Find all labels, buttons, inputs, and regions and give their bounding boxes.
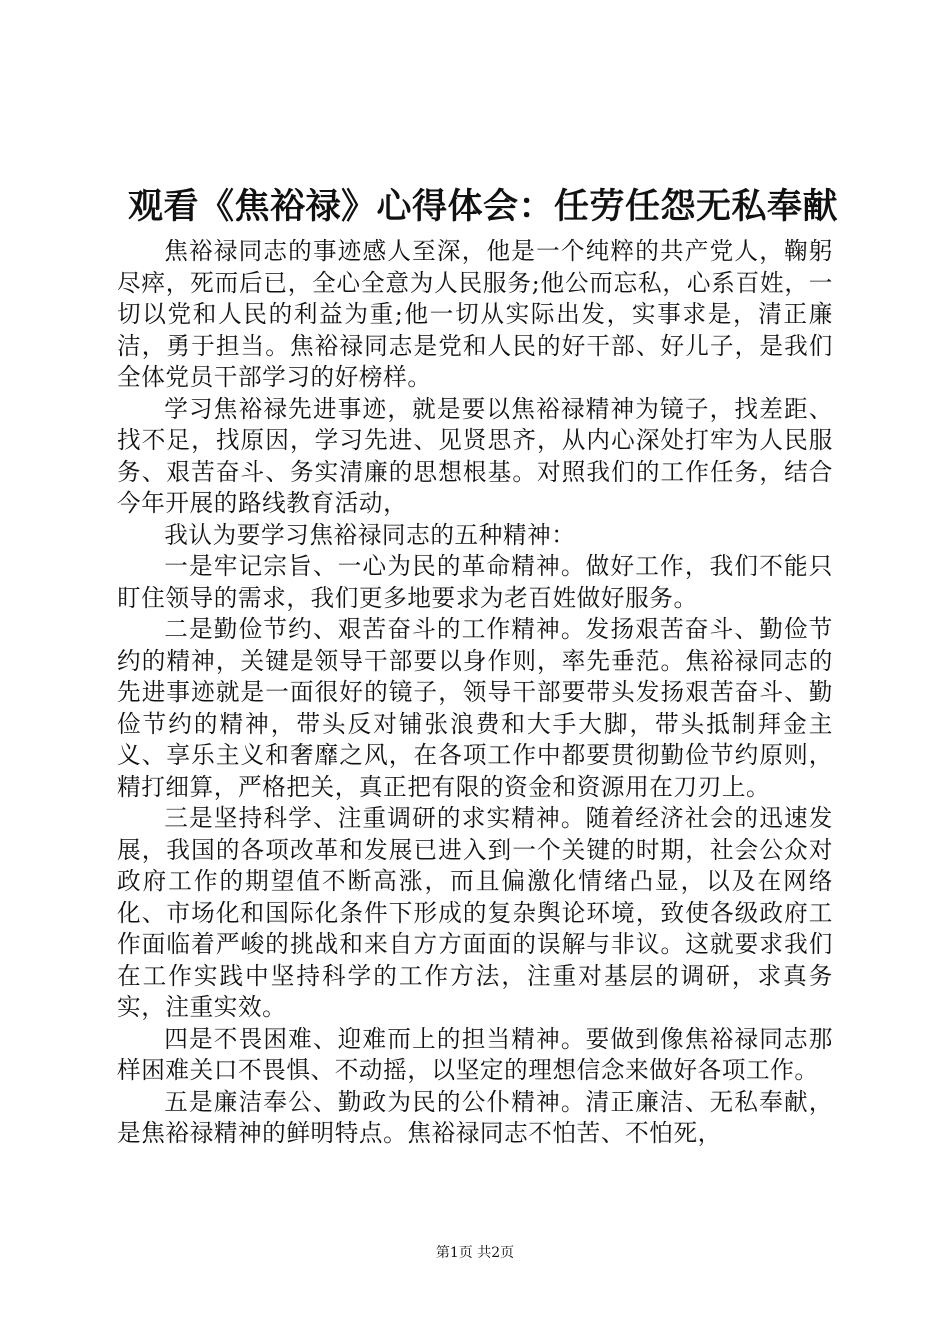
paragraph-spirit-3: 三是坚持科学、注重调研的求实精神。随着经济社会的迅速发展，我国的各项改革和发展已进入到一个关键的时期，社会公众对政府工作的期望值不断高涨，而且偏激化情绪凸显，以及在网络化、市场化和国际化条件下形成的复杂舆论环境，致使各级政府工作面临着严峻的挑战和来自方方面面的误解与非议。这就要求我们在工作实践中坚持科学的工作方法，注重对基层的调研，求真务实，注重实效。: [117, 804, 833, 1021]
paragraph-study: 学习焦裕禄先进事迹，就是要以焦裕禄精神为镜子，找差距、找不足，找原因，学习先进、见贤思齐，从内心深处打牢为人民服务、艰苦奋斗、务实清廉的思想根基。对照我们的工作任务，结合今年开展的路线教育活动，: [117, 394, 833, 517]
document-title: 观看《焦裕禄》心得体会：任劳任怨无私奉献: [128, 186, 839, 227]
paragraph-spirit-1: 一是牢记宗旨、一心为民的革命精神。做好工作，我们不能只盯住领导的需求，我们更多地要求为老百姓做好服务。: [117, 552, 833, 612]
paragraph-spirit-2: 二是勤俭节约、艰苦奋斗的工作精神。发扬艰苦奋斗、勤俭节约的精神，关键是领导干部要以身作则，率先垂范。焦裕禄同志的先进事迹就是一面很好的镜子，领导干部要带头发扬艰苦奋斗、勤俭节约的精神，带头反对铺张浪费和大手大脚，带头抵制拜金主义、享乐主义和奢靡之风，在各项工作中都要贯彻勤俭节约原则，精打细算，严格把关，真正把有限的资金和资源用在刀刃上。: [117, 615, 833, 801]
paragraph-spirit-5: 五是廉洁奉公、勤政为民的公仆精神。清正廉洁、无私奉献，是焦裕禄精神的鲜明特点。焦裕禄同志不怕苦、不怕死，: [117, 1087, 833, 1147]
page-number-footer: 第1页 共2页: [435, 1245, 515, 1261]
document-body: [117, 236, 833, 1150]
paragraph-five-spirits: 我认为要学习焦裕禄同志的五种精神：: [164, 520, 576, 549]
paragraph-intro: 焦裕禄同志的事迹感人至深，他是一个纯粹的共产党人，鞠躬尽瘁，死而后已，全心全意为人民服务;他公而忘私，心系百姓，一切以党和人民的利益为重;他一切从实际出发，实事求是，清正廉洁，勇于担当。焦裕禄同志是党和人民的好干部、好儿子，是我们全体党员干部学习的好榜样。: [117, 237, 833, 391]
paragraph-spirit-4: 四是不畏困难、迎难而上的担当精神。要做到像焦裕禄同志那样困难关口不畏惧、不动摇，以坚定的理想信念来做好各项工作。: [117, 1024, 833, 1084]
